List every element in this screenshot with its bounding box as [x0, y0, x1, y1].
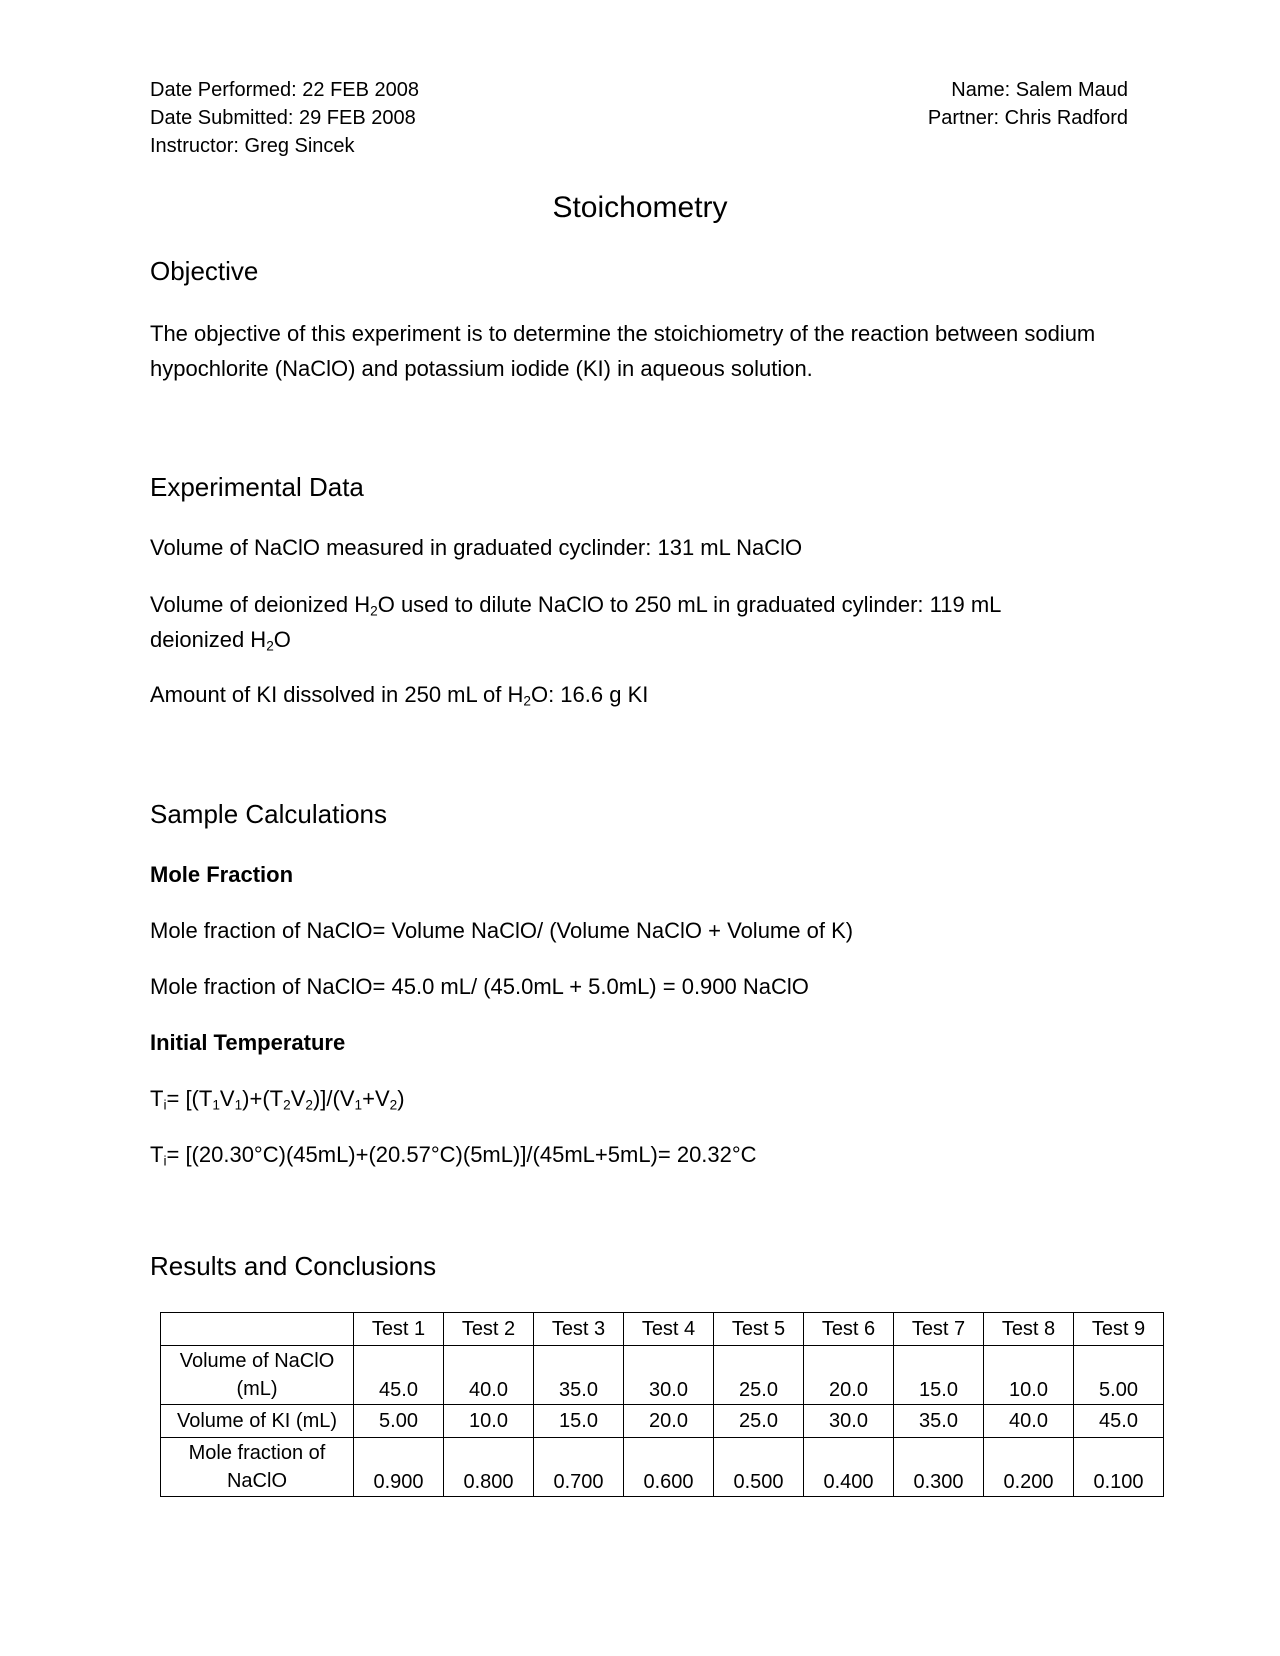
mole-fraction-formula: Mole fraction of NaClO= Volume NaClO/ (Volume NaClO + Volume of K)	[150, 918, 854, 943]
column-header: Test 5	[714, 1313, 804, 1346]
table-cell: 20.0	[804, 1346, 894, 1405]
table-cell: 15.0	[534, 1405, 624, 1438]
date-performed: Date Performed: 22 FEB 2008	[150, 79, 420, 101]
row-label: Volume of KI (mL)	[161, 1405, 354, 1438]
calculations-heading: Sample Calculations	[150, 799, 388, 829]
table-cell: 0.300	[894, 1438, 984, 1497]
table-cell: 0.400	[804, 1438, 894, 1497]
dilution-line: Volume of deionized $H_2O$ used to dilute NaClO to 250 mL in graduated cylinder: 119 mL deionized $H_2O$	[150, 592, 1001, 654]
temperature-formula: $T_i= [(T_1V_1)+(T_2V_2)]/(V_1+V_2)$	[150, 1086, 405, 1113]
table-cell: 0.600	[624, 1438, 714, 1497]
column-header: Test 2	[444, 1313, 534, 1346]
table-row	[161, 1346, 1164, 1405]
document-title: Stoichometry	[552, 191, 728, 224]
table-cell: 15.0	[894, 1346, 984, 1405]
temperature-example: $T_i= [(20.30^\circ C)(45mL)+(20.57^\circ C)(5mL)]/(45mL+5mL)= 20.32^\circ C$	[150, 1142, 757, 1169]
table-cell: 45.0	[1074, 1405, 1164, 1438]
column-header: Test 9	[1074, 1313, 1164, 1346]
objective-text: The objective of this experiment is to determine the stoichiometry of the reaction between sodium hypochlorite (NaClO) and potassium iodide (KI) in aqueous solution.	[150, 321, 1096, 381]
table-cell: 20.0	[624, 1405, 714, 1438]
table-cell: 25.0	[714, 1346, 804, 1405]
table-row	[161, 1405, 1164, 1438]
results-heading: Results and Conclusions	[150, 1251, 437, 1281]
table-cell: 0.100	[1074, 1438, 1164, 1497]
table-cell: 30.0	[624, 1346, 714, 1405]
table-cell: 40.0	[984, 1405, 1074, 1438]
table-cell: 0.700	[534, 1438, 624, 1497]
lab-partner: Partner: Chris Radford	[927, 107, 1128, 129]
column-header: Test 6	[804, 1313, 894, 1346]
table-cell: 5.00	[354, 1405, 444, 1438]
table-cell: 0.500	[714, 1438, 804, 1497]
date-submitted: Date Submitted: 29 FEB 2008	[150, 107, 416, 129]
table-cell: 35.0	[894, 1405, 984, 1438]
column-header: Test 3	[534, 1313, 624, 1346]
table-header-row	[161, 1313, 1164, 1346]
table-cell: 10.0	[444, 1405, 534, 1438]
table-corner-cell	[161, 1313, 354, 1346]
table-cell: 45.0	[354, 1346, 444, 1405]
naclo-volume-line: Volume of NaClO measured in graduated cyclinder: 131 mL NaClO	[150, 535, 803, 560]
column-header: Test 8	[984, 1313, 1074, 1346]
table-cell: 35.0	[534, 1346, 624, 1405]
objective-heading: Objective	[150, 256, 259, 286]
mole-fraction-heading: Mole Fraction	[150, 862, 294, 887]
row-label: Volume of NaClO (mL)	[161, 1346, 354, 1405]
table-cell: 40.0	[444, 1346, 534, 1405]
table-cell: 0.800	[444, 1438, 534, 1497]
table-cell: 0.900	[354, 1438, 444, 1497]
column-header: Test 4	[624, 1313, 714, 1346]
ki-amount-line: Amount of KI dissolved in 250 mL of $H_2O$: 16.6 g KI	[150, 682, 649, 709]
table-cell: 30.0	[804, 1405, 894, 1438]
mole-fraction-example: Mole fraction of NaClO= 45.0 mL/ (45.0mL + 5.0mL) = 0.900 NaClO	[150, 974, 809, 999]
student-name: Name: Salem Maud	[951, 79, 1128, 101]
table-cell: 25.0	[714, 1405, 804, 1438]
instructor: Instructor: Greg Sincek	[150, 135, 355, 157]
table-cell: 0.200	[984, 1438, 1074, 1497]
column-header: Test 7	[894, 1313, 984, 1346]
results-table	[160, 1312, 1164, 1497]
experimental-heading: Experimental Data	[150, 472, 364, 502]
table-cell: 10.0	[984, 1346, 1074, 1405]
initial-temperature-heading: Initial Temperature	[150, 1030, 346, 1055]
column-header: Test 1	[354, 1313, 444, 1346]
table-row	[161, 1438, 1164, 1497]
row-label: Mole fraction of NaClO	[161, 1438, 354, 1497]
table-cell: 5.00	[1074, 1346, 1164, 1405]
